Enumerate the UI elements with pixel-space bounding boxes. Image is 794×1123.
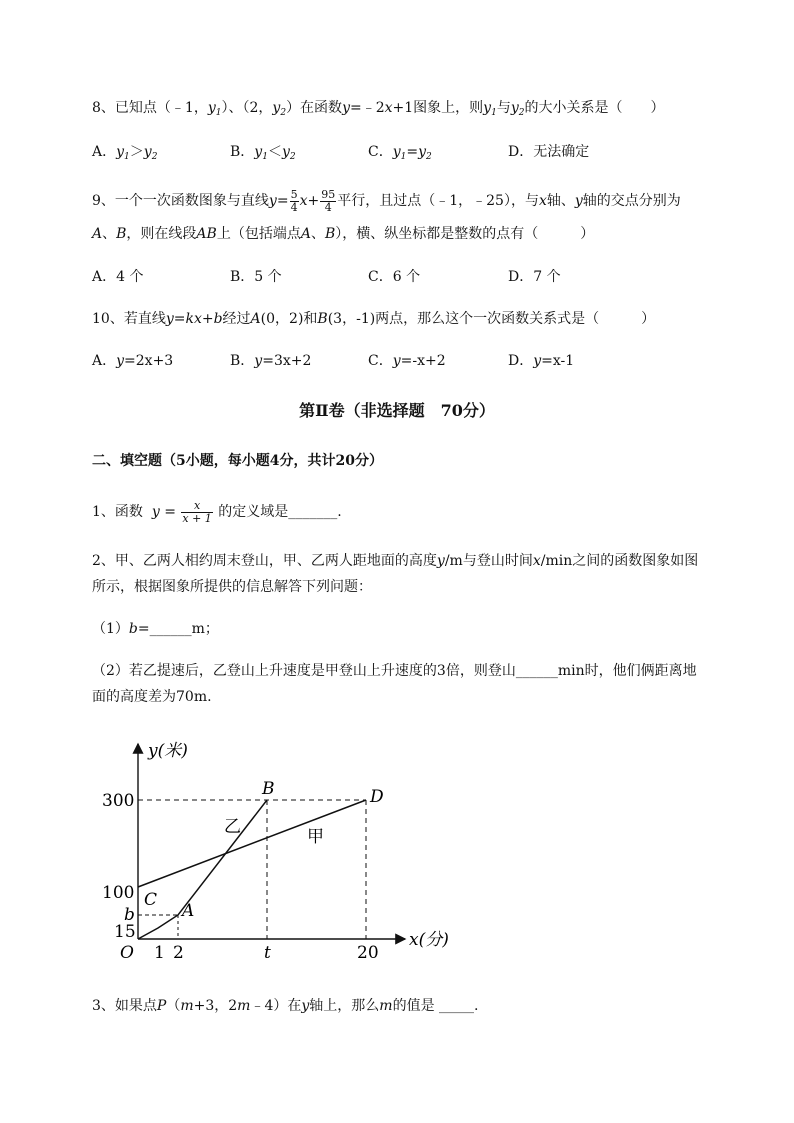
q8-option-a[interactable]: A．$y_1>y_2$ bbox=[92, 144, 158, 162]
q10-option-a[interactable]: A．y=2x+3 bbox=[92, 353, 174, 369]
q8-option-d[interactable]: D．无法确定 bbox=[508, 144, 590, 160]
q9-option-d[interactable]: D．7 个 bbox=[508, 269, 561, 285]
y-tick-300: 300 bbox=[102, 791, 135, 811]
q9-option-b[interactable]: B．5 个 bbox=[230, 269, 282, 285]
fill-question-2-sub2-line1: （2）若乙提速后，乙登山上升速度是甲登山上升速度的3倍，则登山______min时，他们俩距离地 bbox=[92, 663, 697, 679]
point-b-label: B bbox=[262, 779, 275, 799]
q10-option-c[interactable]: C．y=-x+2 bbox=[368, 353, 446, 369]
fraction-5-4: $\frac{5}{4}$ bbox=[290, 187, 298, 214]
question-10-stem: 10、若直线y=kx+b经过A(0，2)和B(3，-1)两点，那么这个一次函数关系式是（ ） bbox=[92, 311, 656, 327]
section-header: 二、填空题（5小题，每小题4分，共计20分） bbox=[92, 453, 383, 469]
point-d-label: D bbox=[370, 787, 384, 807]
q10-option-d[interactable]: D．y=x-1 bbox=[508, 353, 575, 369]
y-axis-label: y(米) bbox=[148, 741, 188, 761]
q8-option-c[interactable]: C．$y_1=y_2$ bbox=[368, 144, 432, 162]
line-yi bbox=[138, 800, 267, 939]
q8-option-b[interactable]: B．$y_1<y_2$ bbox=[230, 144, 296, 162]
x-tick-20: 20 bbox=[357, 943, 379, 963]
y-tick-b: b bbox=[124, 905, 135, 925]
q9-option-a[interactable]: A．4 个 bbox=[92, 269, 144, 285]
section-title: 第Ⅱ卷（非选择题 70分） bbox=[299, 401, 495, 420]
fill-question-2-sub1: （1）b=______m； bbox=[92, 621, 219, 637]
fill-question-1: 1、函数 y = $\frac{x}{x + 1}$ 的定义域是_______. bbox=[92, 498, 342, 525]
q9-option-c[interactable]: C．6 个 bbox=[368, 269, 421, 285]
x-tick-1: 1 bbox=[154, 943, 165, 963]
y-tick-100: 100 bbox=[102, 883, 135, 903]
fill-question-2-line1: 2、甲、乙两人相约周末登山，甲、乙两人距地面的高度y/m与登山时间x/min之间的函数图象如图 bbox=[92, 553, 699, 569]
q10-option-b[interactable]: B．y=3x+2 bbox=[230, 353, 312, 369]
fill-question-3: 3、如果点P（m+3，2m﹣4）在y轴上，那么m的值是 _____. bbox=[92, 998, 479, 1014]
line-jia bbox=[138, 800, 366, 887]
question-9-stem-line2: A、B，则在线段AB上（包括端点A、B），横、纵坐标都是整数的点有（ ） bbox=[92, 226, 595, 242]
point-a-label: A bbox=[182, 901, 195, 921]
fill-question-2-line2: 所示，根据图象所提供的信息解答下列问题： bbox=[92, 579, 372, 595]
fill-question-2-sub2-line2: 面的高度差为70m. bbox=[92, 689, 212, 705]
point-c-label: C bbox=[144, 890, 158, 910]
function-graph bbox=[100, 736, 470, 968]
question-8-stem: 8、已知点（﹣1，$y_1$）、（2，$y_2$）在函数y=﹣2x+1图象上，则$y_1$与$y_2$的大小关系是（ ） bbox=[92, 100, 665, 118]
x-tick-t: t bbox=[264, 943, 271, 963]
series-jia-label: 甲 bbox=[307, 827, 324, 847]
series-yi-label: 乙 bbox=[224, 817, 241, 837]
x-tick-2: 2 bbox=[173, 943, 184, 963]
y-tick-15: 15 bbox=[114, 922, 136, 942]
fraction-95-4: $\frac{95}{4}$ bbox=[321, 187, 336, 214]
question-9-stem: 9、一个一次函数图象与直线y= $\frac{5}{4}$ x+ $\frac{95}{4}$ 平行，且过点（﹣1，﹣25），与x轴、y轴的交点分别为 bbox=[92, 187, 681, 214]
fraction-x-over-x-plus-1: $\frac{x}{x + 1}$ bbox=[182, 498, 212, 525]
x-axis-label: x(分) bbox=[409, 930, 449, 950]
origin-label: O bbox=[120, 943, 134, 963]
